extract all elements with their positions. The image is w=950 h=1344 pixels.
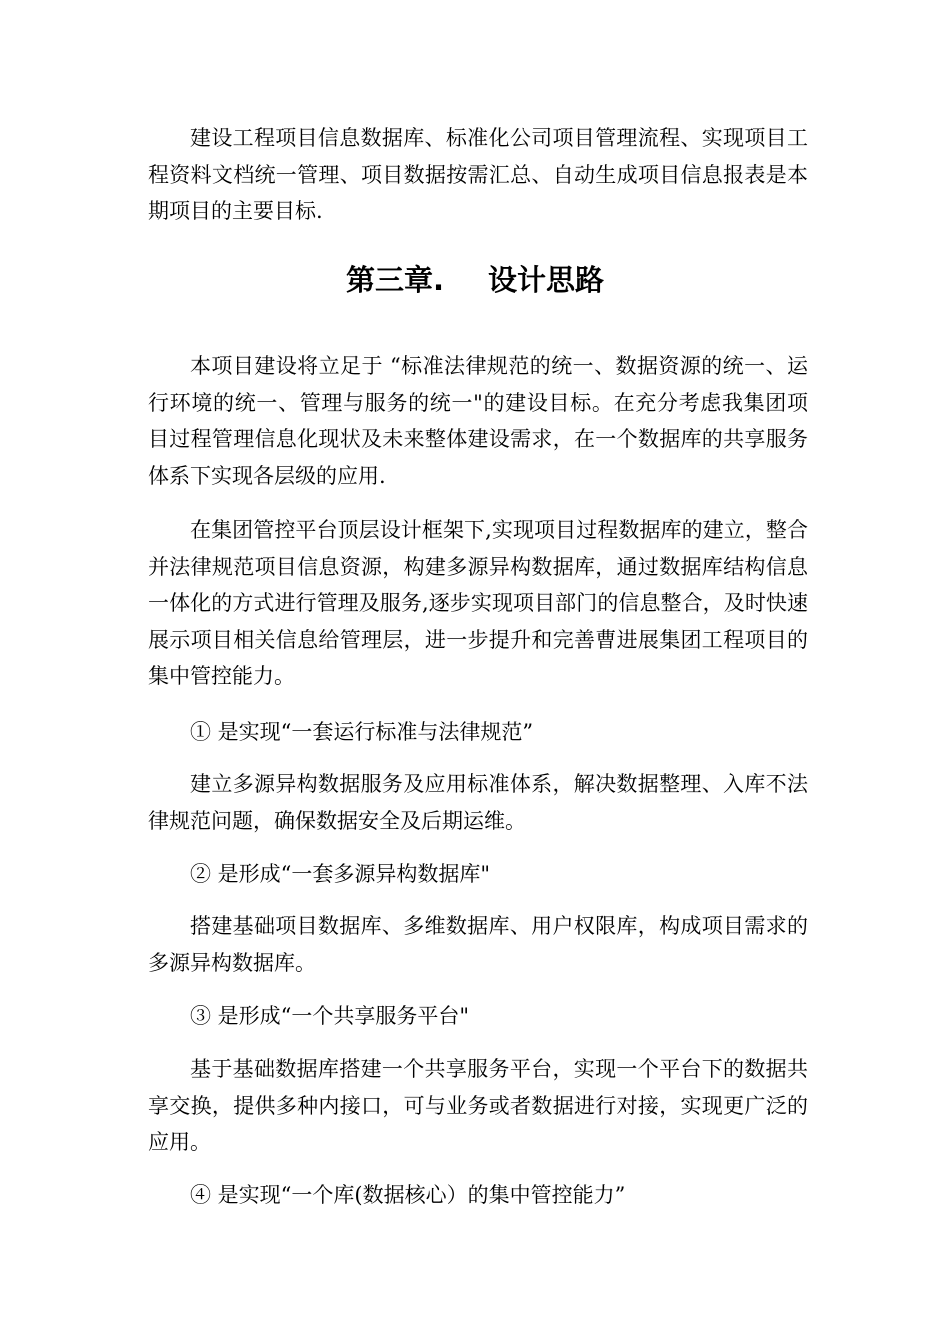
- list-item-2-body: 搭建基础项目数据库、多维数据库、用户权限库，构成项目需求的多源异构数据库。: [148, 914, 808, 975]
- list-item-4-heading: ④ 是实现“一个库(数据核心）的集中管控能力”: [190, 1183, 626, 1207]
- list-item-3-heading: ③ 是形成“一个共享服务平台": [190, 1004, 470, 1028]
- chapter-heading: [0, 262, 950, 298]
- list-item-1-body: 建立多源异构数据服务及应用标准体系，解决数据整理、入库不法律规范问题，确保数据安全及后期运维。: [148, 772, 808, 833]
- list-item-2-heading: ② 是形成“一套多源异构数据库": [190, 862, 491, 886]
- list-item-3-body: 基于基础数据库搭建一个共享服务平台，实现一个平台下的数据共享交换，提供多种内接口，可与业务或者数据进行对接，实现更广泛的应用。: [148, 1057, 808, 1154]
- list-item-1-heading: ① 是实现“一套运行标准与法律规范”: [190, 720, 534, 744]
- paragraph-overview: 本项目建设将立足于 “标准法律规范的统一、数据资源的统一、运行环境的统一、管理与服务的统一"的建设目标。在充分考虑我集团项目过程管理信息化现状及未来整体建设需求，在一个数据库的共享服务体系下实现各层级的应用.: [148, 354, 808, 488]
- paragraph-goals: 建设工程项目信息数据库、标准化公司项目管理流程、实现项目工程资料文档统一管理、项目数据按需汇总、自动生成项目信息报表是本期项目的主要目标.: [148, 126, 808, 223]
- paragraph-framework: 在集团管控平台顶层设计框架下,实现项目过程数据库的建立，整合并法律规范项目信息资源，构建多源异构数据库，通过数据库结构信息一体化的方式进行管理及服务,逐步实现项目部门的信息整合，及时快速展示项目相关信息给管理层，进一步提升和完善曹进展集团工程项目的集中管控能力。: [148, 518, 808, 688]
- chapter-title: 设计思路: [488, 263, 605, 297]
- chapter-number: 第三章.: [345, 263, 444, 297]
